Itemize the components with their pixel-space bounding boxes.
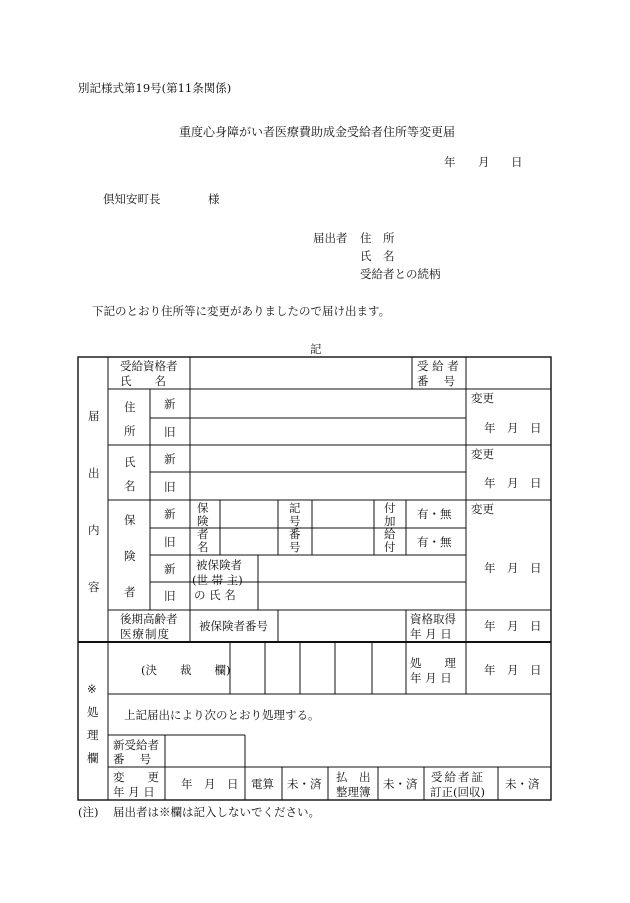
insured-new: 新 xyxy=(164,562,176,576)
applicant-relation-label: 受給者との続柄 xyxy=(360,267,441,281)
section-label-3: 内 xyxy=(88,523,100,537)
elderly-label-1: 後期高齢者 xyxy=(120,612,178,626)
processing-label-3: 欄 xyxy=(87,751,99,765)
insurance-label-1: 保 xyxy=(124,513,136,527)
symbol-number-label-3: 番 xyxy=(289,527,301,541)
insurance-change: 変更 xyxy=(471,502,494,516)
symbol-number-label-2: 号 xyxy=(289,514,301,528)
applicant-name-label: 氏 名 xyxy=(360,249,395,263)
addressee-honorific: 様 xyxy=(208,192,220,206)
insurer-new: 新 xyxy=(164,507,176,521)
insurer-name-label-1: 保 xyxy=(197,501,209,515)
insured-person-label-3: の 氏 名 xyxy=(194,588,236,602)
insurance-label-2: 険 xyxy=(124,549,136,563)
insurer-name-label-4: 名 xyxy=(197,540,209,554)
extra-benefit-new-yes-no: 有・無 xyxy=(417,507,452,521)
section-label-1: 届 xyxy=(88,409,100,423)
address-label-2: 所 xyxy=(124,424,136,438)
insurance-change-date: 年 月 日 xyxy=(484,561,542,575)
new-recipient-number-label-2: 番 号 xyxy=(113,752,152,766)
note-prefix: (注) xyxy=(78,805,99,819)
change-date-label-1: 変 更 xyxy=(113,770,159,784)
insurer-old: 旧 xyxy=(164,535,176,549)
applicant-label: 届出者 xyxy=(313,231,348,245)
address-change: 変更 xyxy=(471,391,494,405)
applicant-address-label: 住 所 xyxy=(360,231,395,245)
name-label-1: 氏 xyxy=(124,455,136,469)
recipient-number-label-1: 受 給 者 xyxy=(417,359,459,373)
telecalc-label: 電算 xyxy=(251,777,274,791)
telecalc-status: 未・済 xyxy=(287,777,322,791)
form-number: 別記様式第19号(第11条関係) xyxy=(78,81,232,95)
cert-correction-label-2: 訂正(回収) xyxy=(430,785,485,799)
section-label-2: 出 xyxy=(88,466,100,480)
payment-book-label-2: 整理簿 xyxy=(336,785,371,799)
address-new: 新 xyxy=(164,397,176,411)
insured-person-label-2: (世 帯 主) xyxy=(192,573,243,587)
insurance-label-3: 者 xyxy=(124,585,136,599)
symbol-number-label-1: 記 xyxy=(289,501,301,515)
insured-number-label: 被保険者番号 xyxy=(199,619,268,633)
process-date-label-2: 年 月 日 xyxy=(410,671,452,685)
recipient-name-label-1: 受給資格者 xyxy=(120,359,178,373)
payment-book-status: 未・済 xyxy=(383,777,418,791)
address-label-1: 住 xyxy=(124,400,136,414)
process-date-value: 年 月 日 xyxy=(484,663,542,677)
name-new: 新 xyxy=(164,452,176,466)
cert-correction-label-1: 受給者証 xyxy=(431,770,485,784)
recipient-number-label-2: 番 号 xyxy=(417,374,456,388)
ki-label: 記 xyxy=(310,342,322,356)
insured-old: 旧 xyxy=(164,589,176,603)
qualification-date-label-1: 資格取得 xyxy=(410,612,456,626)
address-old: 旧 xyxy=(164,425,176,439)
date-month: 月 xyxy=(478,155,490,169)
extra-benefit-label-1: 付 xyxy=(384,501,396,515)
cert-correction-status: 未・済 xyxy=(505,777,540,791)
decision-label: (決 裁 欄) xyxy=(141,663,231,677)
elderly-label-2: 医療制度 xyxy=(120,627,170,641)
qualification-date-value: 年 月 日 xyxy=(484,619,542,633)
addressee: 倶知安町長 xyxy=(103,192,161,206)
table-frame xyxy=(78,357,551,800)
name-change-date: 年 月 日 xyxy=(484,476,542,490)
section-label-4: 容 xyxy=(88,580,100,594)
insurer-name-label-2: 険 xyxy=(197,514,209,528)
name-old: 旧 xyxy=(164,480,176,494)
extra-benefit-label-4: 付 xyxy=(384,540,396,554)
date-year: 年 xyxy=(444,155,456,169)
change-date-value: 年 月 日 xyxy=(181,777,239,791)
processing-label-1: 処 xyxy=(87,705,99,719)
form-title: 重度心身障がい者医療費助成金受給者住所等変更届 xyxy=(179,125,456,139)
processing-label-2: 理 xyxy=(87,728,99,742)
symbol-number-label-4: 号 xyxy=(289,540,301,554)
name-label-2: 名 xyxy=(124,479,136,493)
insured-person-label-1: 被保険者 xyxy=(196,558,242,572)
address-change-date: 年 月 日 xyxy=(484,421,542,435)
insurer-name-label-3: 者 xyxy=(197,527,209,541)
recipient-name-label-2: 氏 名 xyxy=(120,374,166,388)
processing-statement: 上記届出により次のとおり処理する。 xyxy=(124,708,320,722)
change-date-label-2: 年 月 日 xyxy=(113,785,155,799)
statement: 下記のとおり住所等に変更がありましたので届け出ます。 xyxy=(92,304,391,318)
name-change: 変更 xyxy=(471,447,494,461)
extra-benefit-label-2: 加 xyxy=(384,514,396,528)
new-recipient-number-label-1: 新受給者 xyxy=(113,738,159,752)
note-text: 届出者は※欄は記入しないでください。 xyxy=(113,805,320,819)
extra-benefit-old-yes-no: 有・無 xyxy=(417,535,452,549)
qualification-date-label-2: 年 月 日 xyxy=(410,627,452,641)
payment-book-label-1: 払 出 xyxy=(336,770,371,784)
processing-mark: ※ xyxy=(87,682,97,696)
extra-benefit-label-3: 給 xyxy=(384,527,396,541)
date-day: 日 xyxy=(511,155,523,169)
process-date-label-1: 処 理 xyxy=(410,656,456,670)
